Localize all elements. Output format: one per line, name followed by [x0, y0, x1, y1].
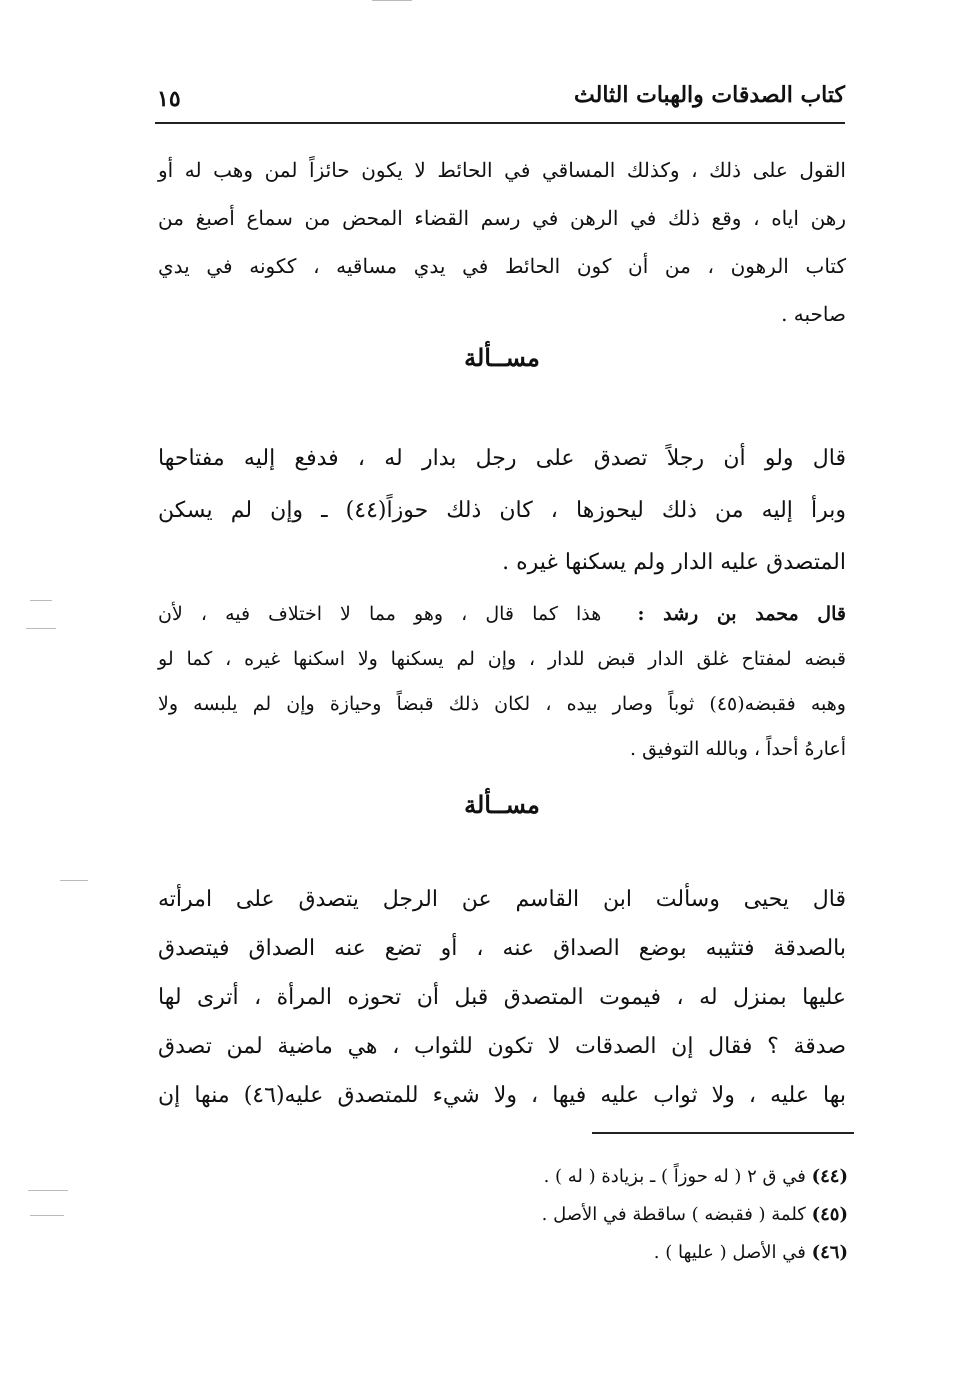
- footnote-number: (٤٦): [811, 1242, 848, 1263]
- footnote-item: [158, 1234, 848, 1272]
- section-heading-2: مســألة: [464, 790, 540, 819]
- text-line: وهبه فقبضه(٤٥) ثوباً وصار بيده ، لكان ذلك قبضاً وحيازة وإن لم يلبسه ولا: [158, 693, 846, 715]
- text-line: بها عليه ، ولا ثواب عليه فيها ، ولا شيء للمتصدق عليه(٤٦) منها إن: [158, 1083, 846, 1108]
- footnote-item: [158, 1158, 848, 1196]
- scan-artifact: [26, 628, 56, 629]
- scan-artifact: [30, 600, 52, 601]
- scan-artifact: [28, 1190, 68, 1191]
- footnote-text: في ق ٢ ( له حوزاً ) ـ بزيادة ( له ) .: [543, 1166, 806, 1187]
- text-line: صدقة ؟ فقال إن الصدقات لا تكون للثواب ، هي ماضية لمن تصدق: [158, 1034, 846, 1059]
- footnote-item: [158, 1196, 848, 1234]
- scan-artifact: [372, 0, 412, 1]
- footnote-text: كلمة ( فقبضه ) ساقطة في الأصل .: [541, 1204, 806, 1225]
- footnote-number: (٤٥): [811, 1204, 848, 1225]
- text-line: أعارهُ أحداً ، وبالله التوفيق .: [630, 738, 846, 760]
- scan-artifact: [30, 1215, 64, 1216]
- paragraph-1: [158, 146, 846, 338]
- header-title: كتاب الصدقات والهبات الثالث: [574, 82, 845, 108]
- paragraph-4: [158, 875, 846, 1120]
- text-line: صاحبه .: [781, 302, 846, 326]
- speaker-label: قال محمد بن رشد :: [637, 603, 846, 625]
- text-line: وبرأ إليه من ذلك ليحوزها ، كان ذلك حوزاً(٤٤) ـ وإن لم يسكن: [158, 498, 846, 523]
- text-segment: هذا كما قال ، وهو مما لا اختلاف فيه ، لأن: [158, 603, 602, 625]
- text-line: كتاب الرهون ، من أن كون الحائط في يدي مساقيه ، ككونه في يدي: [158, 254, 846, 278]
- paragraph-2: [158, 433, 846, 589]
- text-line: المتصدق عليه الدار ولم يسكنها غيره .: [502, 550, 846, 575]
- text-line: قال ولو أن رجلاً تصدق على رجل بدار له ، فدفع إليه مفتاحها: [158, 446, 846, 471]
- text-line: قبضه لمفتاح غلق الدار قبض للدار ، وإن لم يسكنها ولا اسكنها غيره ، كما لو: [158, 648, 846, 670]
- running-header: [155, 82, 845, 124]
- text-line: عليها بمنزل له ، فيموت المتصدق قبل أن تحوزه المرأة ، أترى لها: [158, 985, 846, 1010]
- text-line: قال يحيى وسألت ابن القاسم عن الرجل يتصدق على امرأته: [158, 887, 846, 912]
- text-line: بالصدقة فتثيبه بوضع الصداق عنه ، أو تضع عنه الصداق فيتصدق: [158, 936, 846, 961]
- footnote-separator: [592, 1132, 854, 1134]
- section-heading-1: مســألة: [464, 343, 540, 372]
- paragraph-3: [158, 592, 846, 772]
- footnotes: [158, 1158, 848, 1272]
- footnote-text: في الأصل ( عليها ) .: [653, 1242, 806, 1263]
- footnote-number: (٤٤): [811, 1166, 848, 1187]
- page-number: ١٥: [157, 86, 181, 112]
- text-line: [158, 592, 846, 637]
- text-line: رهن اياه ، وقع ذلك في الرهن في رسم القضاء المحض من سماع أصبغ من: [158, 206, 846, 230]
- scan-artifact: [60, 880, 88, 881]
- text-line: القول على ذلك ، وكذلك المساقي في الحائط لا يكون حائزاً لمن وهب له أو: [158, 158, 846, 182]
